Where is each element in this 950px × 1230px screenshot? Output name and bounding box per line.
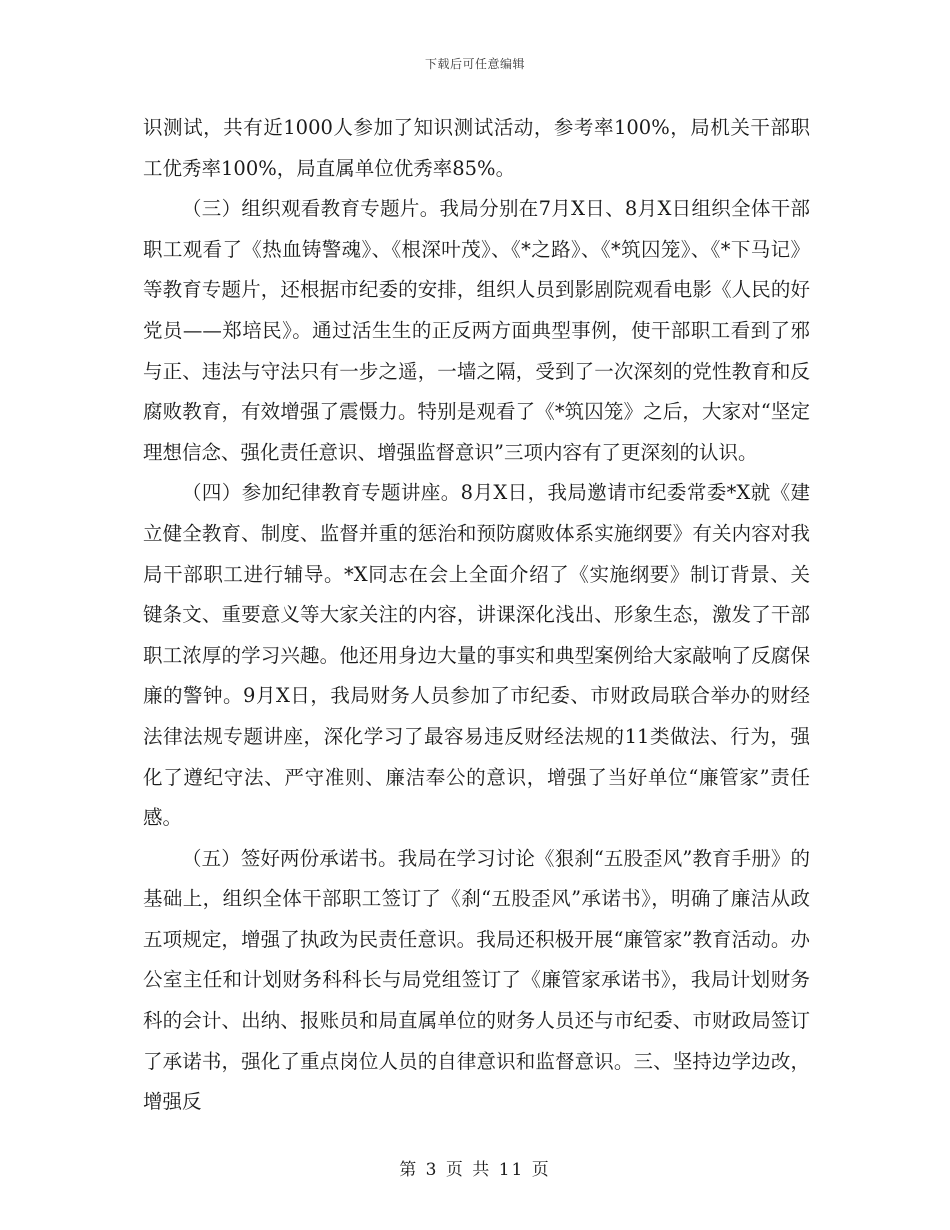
paragraph-1: 识测试，共有近1000人参加了知识测试活动，参考率100%，局机关干部职工优秀率100%，局直属单位优秀率85%。 [143,116,810,180]
document-body [143,108,810,1123]
paragraph-3: （四）参加纪律教育专题讲座。8月X日，我局邀请市纪委常委*X就《建立健全教育、制度、监督并重的惩治和预防腐败体系实施纲要》有关内容对我局干部职工进行辅导。*X同志在会上全面介绍了《实施纲要》制订背景、关键条文、重要意义等大家关注的内容，讲课深化浅出、形象生态，激发了干部职工浓厚的学习兴趣。他还用身边大量的事实和典型案例给大家敲响了反腐保廉的警钟。9月X日，我局财务人员参加了市纪委、市财政局联合举办的财经法律法规专题讲座，深化学习了最容易违反财经法规的11类做法、行为，强化了遵纪守法、严守准则、廉洁奉公的意识，增强了当好单位“廉管家”责任感。 [143,481,810,830]
page-footer: 第 3 页 共 11 页 [399,1160,551,1180]
page-header: 下载后可任意编辑 [424,57,525,71]
paragraph-4: （五）签好两份承诺书。我局在学习讨论《狠刹“五股歪风”教育手册》的基础上，组织全体干部职工签订了《刹“五股歪风”承诺书》，明确了廉洁从政五项规定，增强了执政为民责任意识。我局还积极开展“廉管家”教育活动。办公室主任和计划财务科科长与局党组签订了《廉管家承诺书》，我局计划财务科的会计、出纳、报账员和局直属单位的财务人员还与市纪委、市财政局签订了承诺书，强化了重点岗位人员的自律意识和监督意识。三、坚持边学边改，增强反 [143,846,810,1114]
paragraph-2: （三）组织观看教育专题片。我局分别在7月X日、8月X日组织全体干部职工观看了《热血铸警魂》、《根深叶茂》、《*之路》、《*筑囚笼》、《*下马记》等教育专题片，还根据市纪委的安排，组织人员到影剧院观看电影《人民的好党员——郑培民》。通过活生生的正反两方面典型事例，使干部职工看到了邪与正、违法与守法只有一步之遥，一墙之隔，受到了一次深刻的党性教育和反腐败教育，有效增强了震慑力。特别是观看了《*筑囚笼》之后，大家对“坚定理想信念、强化责任意识、增强监督意识”三项内容有了更深刻的认识。 [143,197,810,464]
